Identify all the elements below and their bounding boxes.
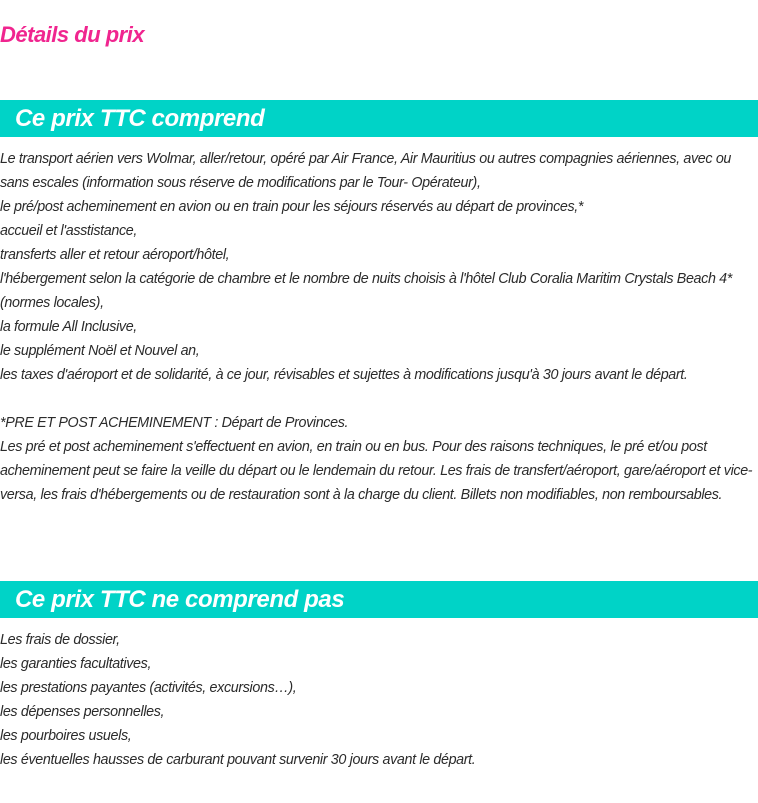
page-title: Détails du prix bbox=[0, 22, 145, 47]
excluded-item: les dépenses personnelles, bbox=[0, 704, 165, 720]
note-title: *PRE ET POST ACHEMINEMENT : Départ de Provinces. bbox=[0, 415, 349, 431]
excluded-item: Les frais de dossier, bbox=[0, 632, 120, 648]
included-list bbox=[0, 147, 758, 387]
excluded-item: les garanties facultatives, bbox=[0, 656, 152, 672]
included-item: les taxes d'aéroport et de solidarité, à ce jour, révisables et sujettes à modifications jusqu'à 30 jours avant le départ. bbox=[0, 367, 688, 383]
note-body: Les pré et post acheminement s'effectuent en avion, en train ou en bus. Pour des raisons techniques, le pré et/ou post acheminement peut se faire la veille du départ ou le lendemain du retour. Les frais de transfert/aéroport, gare/aéroport et vice-versa, les frais d'hébergements ou de restauration sont à la charge du client. Billets non modifiables, non remboursables. bbox=[0, 439, 753, 503]
included-item: accueil et l'asstistance, bbox=[0, 223, 138, 239]
included-item: le supplément Noël et Nouvel an, bbox=[0, 343, 200, 359]
section-heading-excluded: Ce prix TTC ne comprend pas bbox=[0, 581, 758, 618]
included-item: l'hébergement selon la catégorie de chambre et le nombre de nuits choisis à l'hôtel Club Coralia Maritim Crystals Beach 4* (normes locales), bbox=[0, 271, 732, 311]
acheminement-note bbox=[0, 411, 758, 507]
excluded-list bbox=[0, 628, 758, 772]
included-item: Le transport aérien vers Wolmar, aller/retour, opéré par Air France, Air Mauritius ou autres compagnies aériennes, avec ou sans escales (information sous réserve de modifications par le Tour- Opérateur), bbox=[0, 151, 732, 191]
included-item: le pré/post acheminement en avion ou en train pour les séjours réservés au départ de provinces,* bbox=[0, 199, 584, 215]
excluded-item: les éventuelles hausses de carburant pouvant survenir 30 jours avant le départ. bbox=[0, 752, 476, 768]
included-item: la formule All Inclusive, bbox=[0, 319, 137, 335]
excluded-item: les pourboires usuels, bbox=[0, 728, 132, 744]
excluded-item: les prestations payantes (activités, excursions…), bbox=[0, 680, 297, 696]
included-item: transferts aller et retour aéroport/hôtel, bbox=[0, 247, 230, 263]
section-heading-included: Ce prix TTC comprend bbox=[0, 100, 758, 137]
